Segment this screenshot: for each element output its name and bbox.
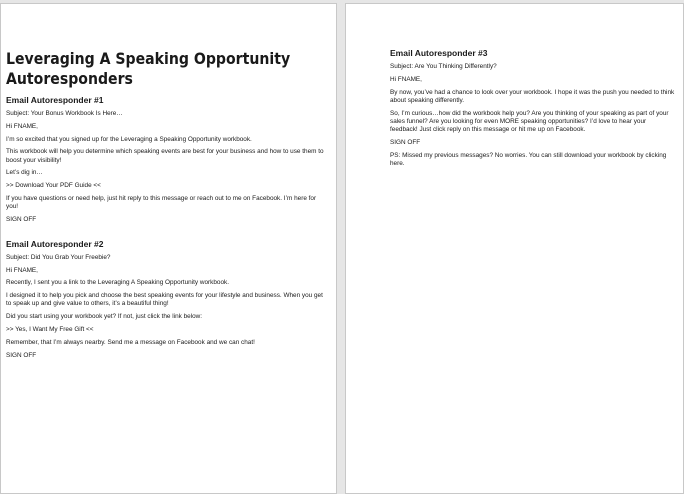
ar2-subject: Subject: Did You Grab Your Freebie? bbox=[6, 253, 111, 261]
ar1-subject: Subject: Your Bonus Workbook Is Here… bbox=[6, 110, 123, 117]
document-title: Leveraging A Speaking Opportunity Autoresponders bbox=[6, 49, 291, 88]
ar1-intro: I’m so excited that you signed up for the Leveraging a Speaking Opportunity workbook. bbox=[6, 135, 252, 143]
document-page-1 bbox=[0, 3, 337, 494]
autoresponder-3-heading: Email Autoresponder #3 bbox=[390, 48, 488, 58]
autoresponder-2-heading: Email Autoresponder #2 bbox=[6, 238, 104, 249]
ar1-download-link[interactable]: >> Download Your PDF Guide << bbox=[6, 182, 101, 190]
page-1-content bbox=[6, 49, 326, 364]
document-page-2 bbox=[345, 3, 684, 494]
autoresponder-1-heading: Email Autoresponder #1 bbox=[6, 95, 104, 105]
page-2-content bbox=[390, 48, 675, 173]
ar1-greeting: Hi FNAME, bbox=[6, 122, 38, 130]
ar2-intro: Recently, I sent you a link to the Leveraging A Speaking Opportunity workbook. bbox=[6, 279, 229, 287]
ar3-sign-off: SIGN OFF bbox=[390, 138, 421, 146]
ar1-body: This workbook will help you determine which speaking events are best for your business and how to use them to boost your visibility! bbox=[6, 148, 324, 164]
section-spacer bbox=[6, 229, 326, 239]
ar3-body: So, I’m curious…how did the workbook help you? Are you thinking of your speaking as part of your sales funnel? Are you looking for even MORE speaking opportunities? I’d love to hear your feedback! Just click reply on this message or hit me up on Facebook. bbox=[390, 109, 669, 133]
ar1-dig-in: Let’s dig in… bbox=[6, 169, 43, 177]
ar3-intro: By now, you’ve had a chance to look over your workbook. I hope it was the push you needed to think about speaking differently. bbox=[390, 88, 675, 104]
ar2-sign-off: SIGN OFF bbox=[6, 351, 37, 359]
ar1-sign-off: SIGN OFF bbox=[6, 215, 37, 223]
ar3-subject: Subject: Are You Thinking Differently? bbox=[390, 63, 497, 70]
ar2-greeting: Hi FNAME, bbox=[6, 266, 38, 274]
ar1-help: If you have questions or need help, just hit reply to this message or reach out to me on Facebook. I’m here for you! bbox=[6, 194, 317, 211]
ar3-ps: PS: Missed my previous messages? No worries. You can still download your workbook by clicking here. bbox=[390, 151, 667, 167]
ar3-greeting: Hi FNAME, bbox=[390, 75, 422, 83]
ar2-question: Did you start using your workbook yet? If not, just click the link below: bbox=[6, 313, 203, 321]
ar2-gift-link[interactable]: >> Yes, I Want My Free Gift << bbox=[6, 325, 94, 333]
ar2-body: I designed it to help you pick and choose the best speaking events for your lifestyle and business. When you get to speak up and give value to others, it’s a beautiful thing! bbox=[6, 292, 323, 308]
ar2-reminder: Remember, that I’m always nearby. Send me a message on Facebook and we can chat! bbox=[6, 338, 255, 346]
